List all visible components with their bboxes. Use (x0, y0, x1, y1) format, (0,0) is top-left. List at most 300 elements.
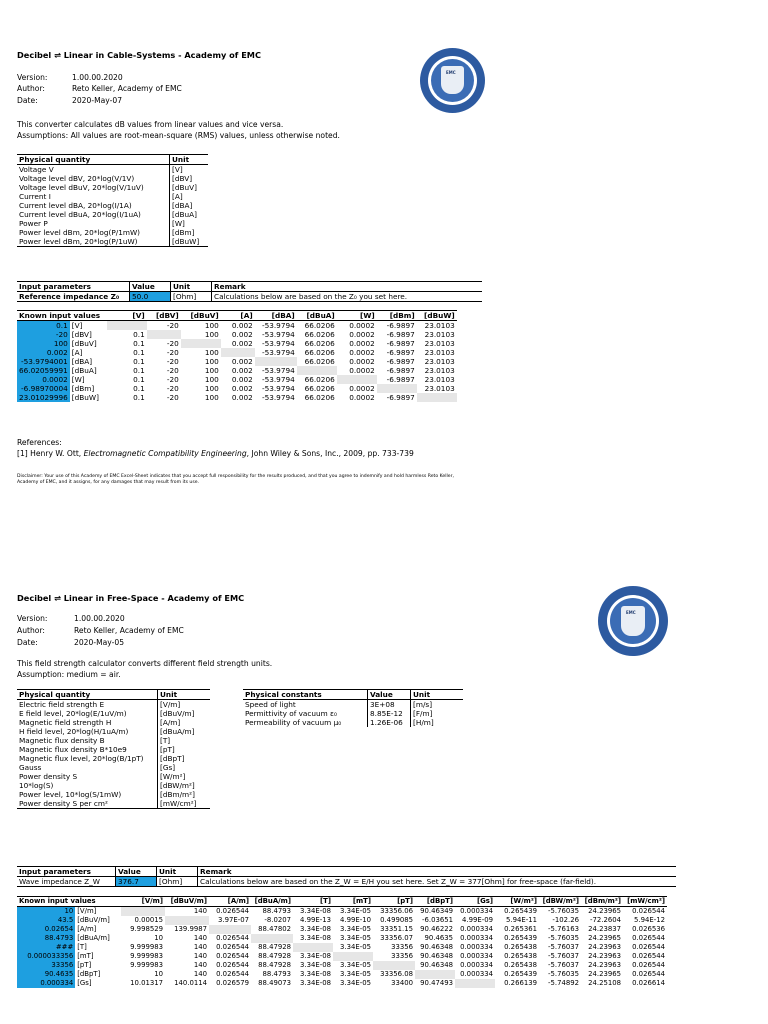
known-value-input[interactable]: ### (17, 943, 75, 952)
value-cell: 3.34E-05 (340, 943, 371, 951)
reference-impedance-unit: [Ohm] (171, 292, 212, 302)
cable-version-label: Version: (17, 73, 48, 82)
table-row (17, 763, 210, 772)
value-cell: 100 (204, 357, 219, 366)
value-cell: 9.999983 (130, 961, 163, 969)
known-value-input[interactable]: 88.4793 (17, 934, 75, 943)
table-row (17, 799, 210, 809)
table-header: [dBW/m²] (539, 897, 581, 907)
table-row (17, 192, 208, 201)
table-header: [dBV] (147, 311, 181, 321)
value-cell: 10 (154, 934, 163, 942)
table-header: [dBuV] (181, 311, 221, 321)
table-row (17, 943, 667, 952)
known-unit-cell: [dBuV/m] (77, 916, 110, 924)
table-row (17, 375, 457, 384)
value-cell (337, 375, 377, 384)
value-cell: 0.000334 (460, 925, 493, 933)
value-cell: 10.01317 (130, 979, 163, 987)
known-unit-cell: [T] (77, 943, 87, 951)
value-cell: -6.9897 (386, 330, 415, 339)
value-cell (415, 970, 455, 979)
value-cell: 0.000334 (460, 934, 493, 942)
value-cell (147, 330, 181, 339)
quantity-cell: Magnetic flux density B*10e9 (19, 745, 127, 754)
disclaimer: Disclaimer: Your use of this Academy of EMC Excel-Sheet indicates that you accept full responsibility for the results produced, and that you agree to indemnify and hold harmless Reto Keller, Academy of EMC, and it assigns, for any damages that may result from its use. (17, 474, 454, 485)
unit-cell: [W/m²] (158, 772, 211, 781)
reference-impedance-remark: Calculations below are based on the Z₀ you set here. (212, 292, 483, 302)
table-row (243, 700, 463, 710)
table-header: [Gs] (455, 897, 495, 907)
value-cell: 3.34E-08 (300, 952, 331, 960)
value-cell: -6.9897 (386, 366, 415, 375)
value-cell: 0.002 (231, 357, 253, 366)
value-cell: 33356 (391, 943, 413, 951)
value-cell: -53.9794 (261, 321, 295, 330)
known-unit-cell: [mT] (77, 952, 94, 960)
value-cell: 0.000334 (460, 907, 493, 915)
value-cell: 88.47928 (258, 961, 291, 969)
cable-version: 1.00.00.2020 (72, 73, 123, 82)
value-cell: 140 (193, 970, 207, 978)
value-cell: 88.4793 (262, 970, 291, 978)
unit-cell: [dBW/m²] (158, 781, 211, 790)
reference-impedance-input[interactable]: 50.0 (130, 292, 171, 302)
value-cell: -20 (166, 321, 179, 330)
known-value-input[interactable]: 90.4635 (17, 970, 75, 979)
quantity-cell: Voltage V (19, 165, 54, 174)
constant-name: Permeability of vacuum μ₀ (245, 718, 342, 727)
table-row (17, 907, 667, 917)
known-unit-cell: [dBpT] (77, 970, 101, 978)
table-row (17, 925, 667, 934)
free-title: Decibel ⇌ Linear in Free-Space - Academy of EMC (17, 593, 245, 603)
constant-name: Speed of light (245, 700, 296, 709)
value-cell: 0.0002 (349, 330, 375, 339)
value-cell: 3.34E-08 (300, 979, 331, 987)
unit-cell: [V] (170, 165, 209, 175)
value-cell (377, 384, 417, 393)
quantity-cell: Power P (19, 219, 48, 228)
value-cell: -8.0207 (264, 916, 291, 924)
value-cell: 3.34E-08 (300, 934, 331, 942)
value-cell: 3.34E-05 (340, 925, 371, 933)
table-row (17, 330, 457, 339)
value-cell: 0.026544 (632, 961, 665, 969)
table-header: Value (368, 690, 411, 700)
table-header: [mT] (333, 897, 373, 907)
table-row (17, 348, 457, 357)
table-header: [V/m] (121, 897, 165, 907)
unit-cell: [Gs] (158, 763, 211, 772)
value-cell: 88.47928 (258, 943, 291, 951)
table-row (17, 210, 208, 219)
known-value-input[interactable]: 0.1 (17, 321, 70, 331)
value-cell: 33356.06 (380, 907, 413, 915)
table-row (17, 781, 210, 790)
table-header: Unit (411, 690, 464, 700)
value-cell: 140 (193, 934, 207, 942)
unit-cell: [dBm] (170, 228, 209, 237)
known-value-input[interactable]: 0.000334 (17, 979, 75, 988)
value-cell: 3.34E-05 (340, 970, 371, 978)
free-intro-2: Assumption: medium = air. (17, 670, 121, 679)
value-cell: 100 (204, 384, 219, 393)
free-physical-quantity-table (17, 689, 210, 809)
known-unit-cell: [pT] (77, 961, 92, 969)
table-row (243, 718, 463, 727)
value-cell: 0.1 (133, 357, 145, 366)
table-row (17, 183, 208, 192)
value-cell: 33356.07 (380, 934, 413, 942)
quantity-cell: E field level, 20*log(E/1uV/m) (19, 709, 127, 718)
value-cell: 0.265438 (504, 943, 537, 951)
table-row (17, 772, 210, 781)
value-cell: 0.265438 (504, 952, 537, 960)
table-row (17, 201, 208, 210)
known-value-input[interactable]: 100 (17, 339, 70, 348)
known-unit-cell: [V] (71, 321, 83, 330)
quantity-cell: Power density S per cm² (19, 799, 108, 808)
value-cell: 100 (204, 366, 219, 375)
quantity-cell: Gauss (19, 763, 42, 772)
constant-unit: [F/m] (411, 709, 464, 718)
known-value-input[interactable]: 43.5 (17, 916, 75, 925)
value-cell: -20 (166, 348, 179, 357)
value-cell (333, 952, 373, 961)
quantity-cell: Voltage level dBV, 20*log(V/1V) (19, 174, 135, 183)
value-cell: 140 (193, 943, 207, 951)
unit-cell: [dBuW] (170, 237, 209, 247)
value-cell: 5.94E-11 (506, 916, 537, 924)
table-row (17, 366, 457, 375)
known-value-input[interactable]: 33356 (17, 961, 75, 970)
table-row (17, 916, 667, 925)
value-cell: 140 (193, 961, 207, 969)
value-cell: 3.34E-08 (300, 970, 331, 978)
value-cell: 66.0206 (304, 384, 335, 393)
known-unit-cell: [dBuV] (71, 339, 97, 348)
known-value-input[interactable]: 0.002 (17, 348, 70, 357)
value-cell: 0.026544 (632, 907, 665, 915)
table-header: [W/m²] (495, 897, 539, 907)
value-cell: 66.0206 (304, 330, 335, 339)
value-cell: 0.002 (231, 330, 253, 339)
free-input-parameters-table (17, 866, 676, 887)
table-header: [T] (293, 897, 333, 907)
value-cell: 4.99E-13 (300, 916, 331, 924)
cable-physical-quantity-table (17, 154, 208, 247)
table-header: Value (130, 282, 171, 292)
value-cell: 90.46348 (420, 952, 453, 960)
free-version-label: Version: (17, 614, 48, 623)
value-cell (209, 925, 251, 934)
value-cell: -6.9897 (386, 321, 415, 330)
value-cell: -20 (166, 375, 179, 384)
value-cell: 88.4793 (262, 907, 291, 915)
value-cell: -53.9794 (261, 384, 295, 393)
value-cell: 0.1 (133, 330, 145, 339)
physical-constants-table (243, 689, 463, 727)
cable-intro-2: Assumptions: All values are root-mean-square (RMS) values, unless otherwise noted. (17, 131, 340, 140)
known-value-input[interactable]: -53.9794001 (17, 357, 70, 366)
value-cell: 90.47493 (420, 979, 453, 987)
quantity-cell: Voltage level dBuV, 20*log(V/1uV) (19, 183, 144, 192)
table-header: Physical quantity (17, 690, 158, 700)
constant-unit: [m/s] (411, 700, 464, 710)
value-cell: 0.0002 (349, 321, 375, 330)
value-cell: 3.34E-08 (300, 961, 331, 969)
value-cell (455, 979, 495, 988)
value-cell: 0.000334 (460, 952, 493, 960)
value-cell: -53.9794 (261, 348, 295, 357)
unit-cell: [dBpT] (158, 754, 211, 763)
unit-cell: [pT] (158, 745, 211, 754)
value-cell: -53.9794 (261, 393, 295, 402)
value-cell: 0.0002 (349, 393, 375, 402)
value-cell: -5.76035 (548, 970, 579, 978)
value-cell: -6.9897 (386, 357, 415, 366)
value-cell: 0.002 (231, 339, 253, 348)
value-cell: -5.76037 (548, 943, 579, 951)
table-row (17, 745, 210, 754)
known-unit-cell: [Gs] (77, 979, 92, 987)
value-cell: 0.026579 (216, 979, 249, 987)
table-header: [dBpT] (415, 897, 455, 907)
cable-date-label: Date: (17, 96, 38, 105)
value-cell: -53.9794 (261, 330, 295, 339)
unit-cell: [W] (170, 219, 209, 228)
value-cell: 0.026544 (216, 943, 249, 951)
value-cell: 0.1 (133, 339, 145, 348)
quantity-cell: Power level dBm, 20*log(P/1mW) (19, 228, 141, 237)
unit-cell: [dBuV/m] (158, 709, 211, 718)
unit-cell: [A] (170, 192, 209, 201)
value-cell: 0.0002 (349, 348, 375, 357)
unit-cell: [dBuA] (170, 210, 209, 219)
value-cell: -20 (166, 339, 179, 348)
value-cell: 0.1 (133, 348, 145, 357)
value-cell: 90.46348 (420, 961, 453, 969)
quantity-cell: Current I (19, 192, 51, 201)
value-cell: 100 (204, 330, 219, 339)
cable-author-label: Author: (17, 84, 45, 93)
unit-cell: [A/m] (158, 718, 211, 727)
known-unit-cell: [A/m] (77, 925, 97, 933)
value-cell: -72.2604 (590, 916, 621, 924)
value-cell: -20 (166, 384, 179, 393)
value-cell: 0.002 (231, 366, 253, 375)
value-cell: 0.265439 (504, 934, 537, 942)
known-value-input[interactable]: -20 (17, 330, 70, 339)
value-cell: 24.23965 (588, 907, 621, 915)
known-value-input[interactable]: 66.02059991 (19, 366, 68, 375)
known-unit-cell: [dBuW] (71, 393, 99, 402)
table-header: [dBm/m²] (581, 897, 623, 907)
free-date: 2020-May-05 (74, 638, 125, 647)
table-row (17, 174, 208, 183)
value-cell (251, 934, 293, 943)
value-cell: 0.026544 (632, 934, 665, 942)
value-cell: 0.265439 (504, 970, 537, 978)
free-author-label: Author: (17, 626, 45, 635)
value-cell: 0.000334 (460, 970, 493, 978)
cable-input-parameters-table (17, 281, 482, 302)
value-cell: 0.000334 (460, 943, 493, 951)
value-cell: 0.265439 (504, 907, 537, 915)
table-row (17, 718, 210, 727)
known-value-input[interactable]: 0.000033356 (17, 952, 75, 961)
table-header: [pT] (373, 897, 415, 907)
value-cell: -5.74892 (548, 979, 579, 987)
value-cell: 0.026544 (632, 952, 665, 960)
constant-name: Permittivity of vacuum ε₀ (245, 709, 337, 718)
value-cell: -20 (166, 393, 179, 402)
value-cell: 23.0103 (424, 330, 455, 339)
value-cell: 23.0103 (424, 348, 455, 357)
value-cell (221, 348, 255, 357)
free-intro-1: This field strength calculator converts different field strength units. (17, 659, 273, 668)
references-label: References: (17, 438, 62, 447)
quantity-cell: Power density S (19, 772, 78, 781)
unit-cell: [mW/cm²] (158, 799, 211, 809)
value-cell: 0.002 (231, 321, 253, 330)
value-cell: 100 (204, 393, 219, 402)
table-header: Physical constants (243, 690, 368, 700)
value-cell: 24.23837 (588, 925, 621, 933)
table-header: [dBuA/m] (251, 897, 293, 907)
known-unit-cell: [dBV] (71, 330, 92, 339)
value-cell: 0.026614 (632, 979, 665, 987)
quantity-cell: Electric field strength E (19, 700, 105, 709)
table-header: [W] (337, 311, 377, 321)
quantity-cell: Magnetic field strength H (19, 718, 112, 727)
value-cell: 24.23965 (588, 970, 621, 978)
value-cell: 90.46349 (420, 907, 453, 915)
value-cell: 0.1 (133, 384, 145, 393)
academy-of-emc-logo (420, 48, 485, 113)
value-cell: 0.0002 (349, 357, 375, 366)
table-row (17, 979, 667, 988)
value-cell: 24.23965 (588, 934, 621, 942)
value-cell: 5.94E-12 (634, 916, 665, 924)
table-row (17, 357, 457, 366)
value-cell: 0.026544 (216, 934, 249, 942)
known-value-input[interactable]: 0.02654 (17, 925, 75, 934)
value-cell: -20 (166, 366, 179, 375)
value-cell: 66.0206 (304, 375, 335, 384)
value-cell: 0.026544 (216, 907, 249, 915)
academy-of-emc-logo (598, 586, 668, 656)
value-cell: 0.026544 (632, 970, 665, 978)
table-header: [dBm] (377, 311, 417, 321)
known-unit-cell: [dBA] (71, 357, 93, 366)
value-cell: 0.00015 (134, 916, 163, 924)
table-header: Input parameters (17, 282, 130, 292)
table-header: [mW/cm²] (623, 897, 667, 907)
known-value-input[interactable]: 0.0002 (17, 375, 70, 384)
known-value-input[interactable]: 23.01029996 (19, 393, 68, 402)
value-cell: 24.23963 (588, 943, 621, 951)
value-cell: 90.4635 (424, 934, 453, 942)
known-unit-cell: [dBuA/m] (77, 934, 110, 942)
value-cell: 66.0206 (304, 393, 335, 402)
quantity-cell: H field level, 20*log(H/1uA/m) (19, 727, 129, 736)
value-cell: 23.0103 (424, 321, 455, 330)
quantity-cell: Magnetic flux level, 20*log(B/1pT) (19, 754, 144, 763)
known-unit-cell: [dBuA] (71, 366, 97, 375)
value-cell: 88.47802 (258, 925, 291, 933)
known-value-input[interactable]: 10 (17, 907, 75, 917)
value-cell: 3.34E-05 (340, 961, 371, 969)
table-row (17, 384, 457, 393)
value-cell (121, 907, 165, 917)
value-cell: 0.026544 (216, 952, 249, 960)
table-row (243, 709, 463, 718)
value-cell: 3.34E-05 (340, 979, 371, 987)
cable-date: 2020-May-07 (72, 96, 123, 105)
table-header: Known input values (17, 311, 107, 321)
value-cell: 100 (204, 321, 219, 330)
value-cell: 139.9987 (174, 925, 207, 933)
cable-author: Reto Keller, Academy of EMC (72, 84, 182, 93)
value-cell: 0.0002 (349, 384, 375, 393)
known-unit-cell: [V/m] (77, 907, 97, 915)
value-cell: 66.0206 (304, 321, 335, 330)
value-cell: 23.0103 (424, 375, 455, 384)
value-cell (293, 943, 333, 952)
table-header: Unit (170, 155, 209, 165)
value-cell: 0.0002 (349, 366, 375, 375)
wave-impedance-input[interactable]: 376.7 (116, 877, 157, 887)
value-cell (181, 339, 221, 348)
value-cell: 0.026544 (632, 943, 665, 951)
table-header: Remark (198, 867, 677, 877)
unit-cell: [dBm/m²] (158, 790, 211, 799)
constant-value: 3E+08 (368, 700, 411, 710)
table-header: Known input values (17, 897, 121, 907)
value-cell: 140.0114 (174, 979, 207, 987)
value-cell: -5.76037 (548, 961, 579, 969)
value-cell: 4.99E-10 (340, 916, 371, 924)
value-cell: -53.9794 (261, 366, 295, 375)
free-version: 1.00.00.2020 (74, 614, 125, 623)
known-value-input[interactable]: -6.98970004 (17, 384, 70, 393)
value-cell: 3.34E-05 (340, 907, 371, 915)
table-row (17, 790, 210, 799)
reference-1-book: Electromagnetic Compatibility Engineering (83, 449, 247, 458)
reference-impedance-label: Reference impedance Z₀ (19, 292, 120, 301)
free-date-label: Date: (17, 638, 38, 647)
value-cell: 88.47928 (258, 952, 291, 960)
value-cell: -5.76035 (548, 907, 579, 915)
table-header: Unit (171, 282, 212, 292)
cable-known-values-table (17, 310, 457, 402)
value-cell: -5.76163 (548, 925, 579, 933)
table-row (17, 754, 210, 763)
table-row (17, 165, 208, 175)
logo-emc-label: EMC (446, 70, 456, 75)
value-cell: 24.25108 (588, 979, 621, 987)
unit-cell: [dBuA/m] (158, 727, 211, 736)
quantity-cell: 10*log(S) (19, 781, 54, 790)
value-cell: 0.265438 (504, 961, 537, 969)
value-cell: 3.97E-07 (218, 916, 249, 924)
reference-1-author: [1] Henry W. Ott, (17, 449, 84, 458)
value-cell: 33356.08 (380, 970, 413, 978)
value-cell: -53.9794 (261, 375, 295, 384)
value-cell: 3.34E-08 (300, 907, 331, 915)
